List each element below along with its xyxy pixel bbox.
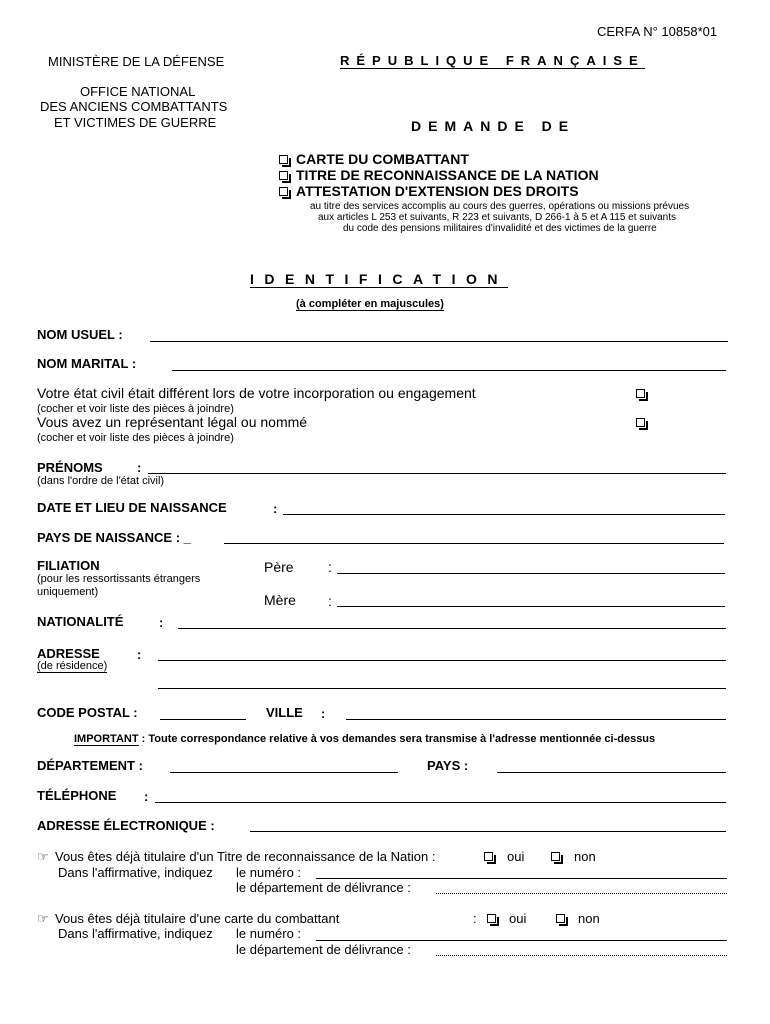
date-naissance-colon: : [273,501,278,516]
nationalite-field[interactable] [178,628,726,629]
checkbox-etat-civil[interactable] [636,389,645,398]
titre-numero-label: le numéro : [236,865,302,880]
office-line-1: OFFICE NATIONAL [80,84,196,99]
identification-subtitle: (à compléter en majuscules) [296,298,444,310]
adresse-note: (de résidence) [37,660,108,672]
pays-field[interactable] [497,772,726,773]
checkbox-carte-oui[interactable] [487,914,496,923]
etat-civil-label: Votre état civil était différent lors de votre incorporation ou engagement [37,385,476,401]
question-carte-text: Vous êtes déjà titulaire d'une carte du combattant [55,911,340,926]
mere-field[interactable] [337,606,725,607]
important-note [74,733,655,745]
telephone-field[interactable] [155,802,726,803]
ministere-label: MINISTÈRE DE LA DÉFENSE [48,54,225,69]
carte-departement-field[interactable] [436,955,727,956]
carte-numero-field[interactable] [316,940,727,941]
nationalite-colon: : [159,615,164,630]
checkbox-carte-non[interactable] [556,914,565,923]
pere-colon: : [328,559,332,575]
carte-departement-label: le département de délivrance : [236,942,411,957]
prenoms-label: PRÉNOMS [37,460,103,475]
adresse-field-2[interactable] [158,688,726,689]
question-carte-colon: : [473,911,477,926]
services-note-2: aux articles L 253 et suivants, R 223 et suivants, D 266-1 à 5 et A 115 et suivants [318,212,676,223]
ville-label: VILLE [266,705,303,720]
mere-colon: : [328,593,332,609]
telephone-colon: : [144,789,149,804]
filiation-note-2: uniquement) [37,586,99,598]
option-attestation-extension: ATTESTATION D'EXTENSION DES DROITS [296,183,579,199]
titre-oui-label: oui [507,849,525,864]
office-line-3: ET VICTIMES DE GUERRE [54,115,217,130]
adresse-label: ADRESSE [37,646,100,661]
services-note-3: du code des pensions militaires d'invalidité et des victimes de la guerre [343,223,657,234]
email-label: ADRESSE ÉLECTRONIQUE : [37,818,215,833]
identification-title: IDENTIFICATION [250,271,508,287]
important-text: : Toute correspondance relative à vos demandes sera transmise à l'adresse mentionnée ci-dessus [138,733,656,745]
titre-departement-field[interactable] [436,893,727,894]
date-naissance-field[interactable] [283,514,725,515]
telephone-label: TÉLÉPHONE [37,788,117,803]
etat-civil-note: (cocher et voir liste des pièces à joindre) [37,403,234,415]
mere-label: Mère [264,592,296,608]
filiation-label: FILIATION [37,558,100,573]
office-line-2: DES ANCIENS COMBATTANTS [40,99,228,114]
hand-pointing-right-icon: ☞ [37,849,49,864]
date-naissance-label: DATE ET LIEU DE NAISSANCE [37,500,227,515]
code-postal-field[interactable] [160,719,246,720]
departement-label: DÉPARTEMENT : [37,758,143,773]
titre-departement-label: le département de délivrance : [236,880,411,895]
pays-naissance-field[interactable] [224,543,724,544]
adresse-field-1[interactable] [158,660,726,661]
checkbox-carte-combattant[interactable] [279,155,288,164]
checkbox-attestation-extension[interactable] [279,187,288,196]
pays-naissance-label: PAYS DE NAISSANCE : _ [37,530,191,545]
checkbox-titre-reconnaissance[interactable] [279,171,288,180]
prenoms-note: (dans l'ordre de l'état civil) [37,475,165,487]
carte-oui-label: oui [509,911,527,926]
carte-affirm-label: Dans l'affirmative, indiquez [58,926,213,941]
nom-usuel-field[interactable] [150,341,728,342]
republique-label: RÉPUBLIQUE FRANÇAISE [340,53,645,68]
checkbox-representant[interactable] [636,418,645,427]
nom-marital-field[interactable] [172,370,726,371]
code-postal-label: CODE POSTAL : [37,705,138,720]
checkbox-titre-oui[interactable] [484,852,493,861]
carte-non-label: non [578,911,600,926]
important-label: IMPORTANT [74,733,139,745]
hand-pointing-right-icon: ☞ [37,911,49,926]
nationalite-label: NATIONALITÉ [37,614,124,629]
checkbox-titre-non[interactable] [551,852,560,861]
ville-field[interactable] [346,719,726,720]
titre-numero-field[interactable] [316,878,727,879]
representant-note: (cocher et voir liste des pièces à joindre) [37,432,234,444]
nom-usuel-label: NOM USUEL : [37,327,123,342]
pere-label: Père [264,559,294,575]
pere-field[interactable] [337,573,725,574]
demande-title: DEMANDE DE [411,118,576,134]
departement-field[interactable] [170,772,398,773]
titre-affirm-label: Dans l'affirmative, indiquez [58,865,213,880]
nom-marital-label: NOM MARITAL : [37,356,137,371]
filiation-note-1: (pour les ressortissants étrangers [37,573,201,585]
option-titre-reconnaissance: TITRE DE RECONNAISSANCE DE LA NATION [296,167,599,183]
titre-non-label: non [574,849,596,864]
services-note-1: au titre des services accomplis au cours des guerres, opérations ou missions prévues [310,201,690,212]
carte-numero-label: le numéro : [236,926,302,941]
adresse-colon: : [137,647,142,662]
email-field[interactable] [250,831,726,832]
representant-label: Vous avez un représentant légal ou nommé [37,414,308,430]
ville-colon: : [321,706,326,721]
prenoms-colon: : [137,460,142,475]
pays-label: PAYS : [427,758,469,773]
option-carte-combattant: CARTE DU COMBATTANT [296,151,469,167]
question-titre-text: Vous êtes déjà titulaire d'un Titre de reconnaissance de la Nation : [55,849,436,864]
cerfa-number: CERFA N° 10858*01 [597,24,718,39]
prenoms-field[interactable] [148,473,726,474]
